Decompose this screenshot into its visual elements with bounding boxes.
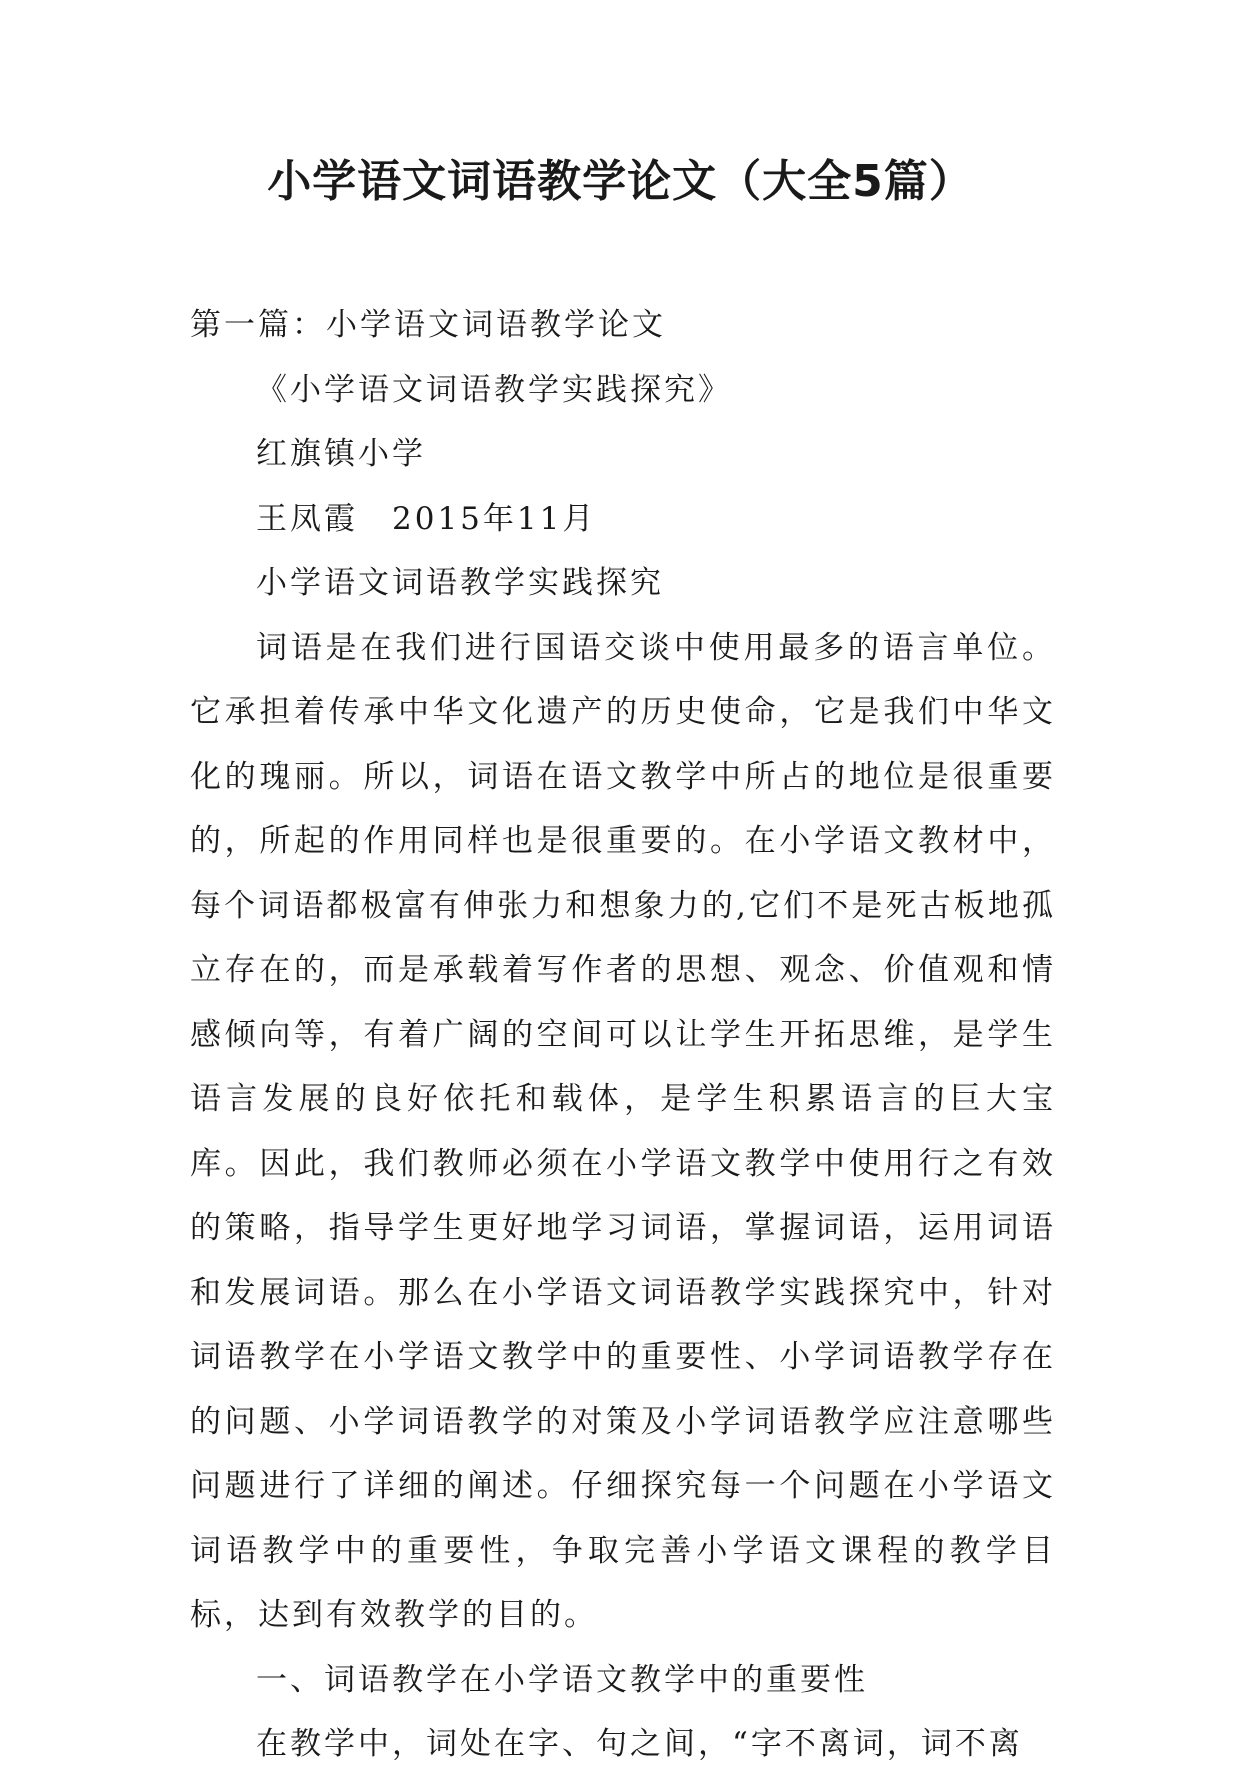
school-name: 红旗镇小学 xyxy=(256,436,426,472)
author-date: 王凤霞 2015年11月 xyxy=(256,500,597,537)
section-heading: 第一篇：小学语文词语教学论文 xyxy=(190,307,666,343)
paragraph-2: 在教学中，词处在字、句之间，“字不离词，词不离 xyxy=(256,1726,1023,1762)
document-body xyxy=(190,293,1056,1777)
document-title: 小学语文词语教学论文（大全5篇） xyxy=(267,156,974,207)
paper-title: 《小学语文词语教学实践探究》 xyxy=(256,371,732,408)
intro-paragraph: 词语是在我们进行国语交谈中使用最多的语言单位。它承担着传承中华文化遗产的历史使命，它是我们中华文化的瑰丽。所以，词语在语文教学中所占的地位是很重要的，所起的作用同样也是很重要的。在小学语文教材中，每个词语都极富有伸张力和想象力的,它们不是死古板地孤立存在的，而是承载着写作者的思想、观念、价值观和情感倾向等，有着广阔的空间可以让学生开拓思维，是学生语言发展的良好依托和载体，是学生积累语言的巨大宝库。因此，我们教师必须在小学语文教学中使用行之有效的策略，指导学生更好地学习词语，掌握词语，运用词语和发展词语。那么在小学语文词语教学实践探究中，针对词语教学在小学语文教学中的重要性、小学词语教学存在的问题、小学词语教学的对策及小学词语教学应注意哪些问题进行了详细的阐述。仔细探究每一个问题在小学语文词语教学中的重要性，争取完善小学语文课程的教学目标，达到有效教学的目的。 xyxy=(190,629,1056,1633)
paper-subtitle: 小学语文词语教学实践探究 xyxy=(256,565,664,601)
section-heading-1: 一、词语教学在小学语文教学中的重要性 xyxy=(256,1661,868,1698)
